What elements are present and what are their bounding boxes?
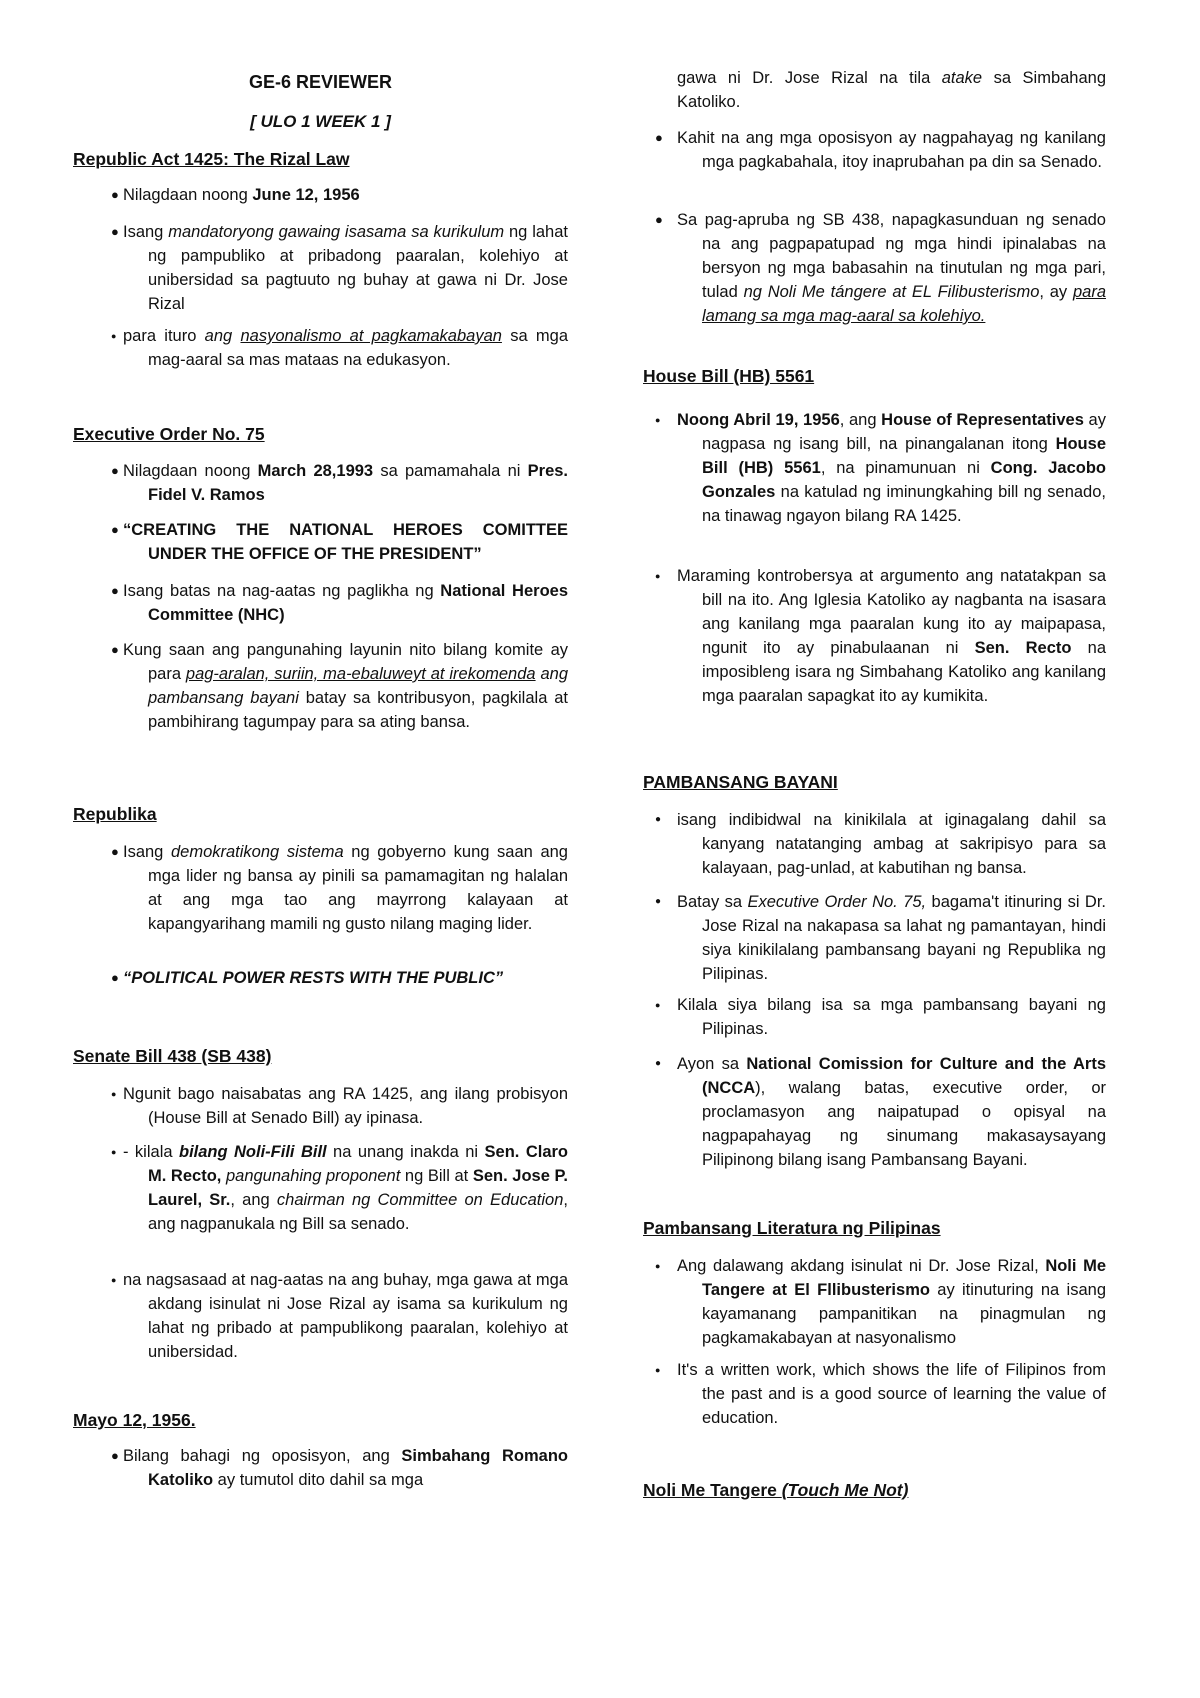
bullet-icon: ● [111,642,119,657]
list-item: ● It's a written work, which shows the life of Filipinos from the past and is a good source of learning the value of education. [677,1358,1106,1430]
bullet-icon: ● [111,1147,117,1157]
heading-house-bill: House Bill (HB) 5561 [643,366,815,386]
bullet-icon: ● [111,331,117,341]
bullet-icon: ● [655,1365,661,1375]
bullet-icon: ● [111,187,119,202]
page-title: GE-6 REVIEWER [248,72,393,92]
bullet-icon: ● [111,583,119,598]
bullet-icon: ● [111,463,119,478]
list-item: ● Ang dalawang akdang isinulat ni Dr. Jose Rizal, Noli Me Tangere at El Fllibusterismo ay itinuturing na isang kayamanang pampanitikan na pinagmulan ng pagkamakabayan at nasyonalismo [677,1254,1106,1350]
bullet-icon: ● [111,1448,119,1463]
list-item: ● Nilagdaan noong March 28,1993 sa pamamahala ni Pres. Fidel V. Ramos [111,459,568,507]
bullet-icon: ● [655,1000,661,1010]
list-item: ● para ituro ang nasyonalismo at pagkamakabayan sa mga mag-aaral sa mas mataas na edukasyon. [111,324,568,372]
heading-republika: Republika [73,804,157,824]
bullet-icon: ● [655,130,663,145]
heading-executive-order: Executive Order No. 75 [73,424,265,444]
heading-senate-bill: Senate Bill 438 (SB 438) [73,1046,272,1066]
bullet-icon: ● [655,415,661,425]
list-item: ● Noong Abril 19, 1956, ang House of Representatives ay nagpasa ng isang bill, na pinangalanan itong House Bill (HB) 5561, na pinamunuan ni Cong. Jacobo Gonzales na katulad ng iminungkahing bill ng senado, na tinawag ngayon bilang RA 1425. [677,408,1106,528]
bullet-icon: ● [655,571,661,581]
bullet-icon: ● [655,1058,662,1069]
bullet-icon: ● [111,1089,117,1099]
heading-noli-me-tangere: Noli Me Tangere (Touch Me Not) [643,1480,909,1500]
bullet-icon: ● [655,1261,661,1271]
list-item: ● Isang mandatoryong gawaing isasama sa kurikulum ng lahat ng pampubliko at pribadong paaralan, kolehiyo at unibersidad sa pagtuuto ng buhay at gawa ni Dr. Jose Rizal [111,220,568,316]
list-item: ● Bilang bahagi ng oposisyon, ang Simbahang Romano Katoliko ay tumutol dito dahil sa mga [111,1444,568,1492]
bullet-icon: ● [655,896,662,907]
bullet-icon: ● [111,522,119,537]
list-item: ● Kung saan ang pangunahing layunin nito bilang komite ay para pag-aralan, suriin, ma-ebaluweyt at irekomenda ang pambansang bayani batay sa kontribusyon, pagkilala at pambihirang tagumpay para sa ating bansa. [111,638,568,734]
list-item: ● Ayon sa National Comission for Culture and the Arts (NCCA), walang batas, executive order, or proclamasyon ang naipatupad o opisyal na nagpapahayag ng sinumang makasaysayang Pilipinong bilang isang Pambansang Bayani. [677,1052,1106,1172]
bullet-icon: ● [111,224,119,239]
bullet-icon: ● [655,212,663,227]
bullet-icon: ● [655,814,662,825]
page-subtitle: [ ULO 1 WEEK 1 ] [250,112,391,131]
list-item: ● Isang demokratikong sistema ng gobyerno kung saan ang mga lider ng bansa ay pinili sa pamamagitan ng halalan at ang mga tao ang mayrrong kalayaan at kapangyarihang mamili ng gusto nilang maging lider. [111,840,568,936]
list-item: ● Ngunit bago naisabatas ang RA 1425, ang ilang probisyon (House Bill at Senado Bill) ay ipinasa. [111,1082,568,1130]
continued-text: gawa ni Dr. Jose Rizal na tila atake sa Simbahang Katoliko. [677,69,1106,111]
bullet-icon: ● [111,970,119,985]
heading-mayo: Mayo 12, 1956. [73,1410,196,1430]
bullet-icon: ● [111,1275,117,1285]
bullet-icon: ● [111,844,119,859]
list-item: ● Kilala siya bilang isa sa mga pambansang bayani ng Pilipinas. [677,993,1106,1041]
list-item: ● “CREATING THE NATIONAL HEROES COMITTEE UNDER THE OFFICE OF THE PRESIDENT” [111,518,568,566]
list-item: ● Maraming kontrobersya at argumento ang natatakpan sa bill na ito. Ang Iglesia Katoliko ay nagbanta na isasara ang kanilang mga paaralan kung ito ay maipapasa, ngunit ito ay pinabulaanan ni Sen. Recto na imposibleng isara ng Simbahang Katoliko ang kanilang mga paaralan sapagkat ito ay kumikita. [677,564,1106,708]
list-item: ● Kahit na ang mga oposisyon ay nagpahayag ng kanilang mga pagkabahala, itoy inaprubahan pa din sa Senado. [677,126,1106,174]
list-item: ● Sa pag-apruba ng SB 438, napagkasunduan ng senado na ang pagpapatupad ng mga hindi ipinalabas na bersyon ng mga babasahin na tinutulan ng mga pari, tulad ng Noli Me tángere at EL Filibusterismo, ay para lamang sa mga mag-aaral sa kolehiyo. [677,208,1106,328]
list-item: ● isang indibidwal na kinikilala at iginagalang dahil sa kanyang natatanging ambag at sakripisyo para sa kalayaan, pag-unlad, at kabutihan ng bansa. [677,808,1106,880]
list-item: ● Nilagdaan noong June 12, 1956 [111,183,568,207]
list-item: ● Batay sa Executive Order No. 75, bagama't itinuring si Dr. Jose Rizal na nakapasa sa lahat ng pamantayan, hindi siya kinikilalang pambansang bayani ng Republika ng Pilipinas. [677,890,1106,986]
heading-pambansang-bayani: PAMBANSANG BAYANI [643,772,838,792]
heading-rizal-law: Republic Act 1425: The Rizal Law [73,149,350,169]
list-item: ● na nagsasaad at nag-aatas na ang buhay, mga gawa at mga akdang isinulat ni Jose Rizal ay isama sa kurikulum ng lahat ng pribado at pampublikong paaralan, kolehiyo at unibersidad. [111,1268,568,1364]
list-item: ● - kilala bilang Noli-Fili Bill na unang inakda ni Sen. Claro M. Recto, pangunahing proponent ng Bill at Sen. Jose P. Laurel, Sr., ang chairman ng Committee on Education, ang nagpanukala ng Bill sa senado. [111,1140,568,1236]
list-item: ● Isang batas na nag-aatas ng paglikha ng National Heroes Committee (NHC) [111,579,568,627]
heading-pambansang-literatura: Pambansang Literatura ng Pilipinas [643,1218,941,1238]
list-item: ● “POLITICAL POWER RESTS WITH THE PUBLIC” [111,966,568,990]
